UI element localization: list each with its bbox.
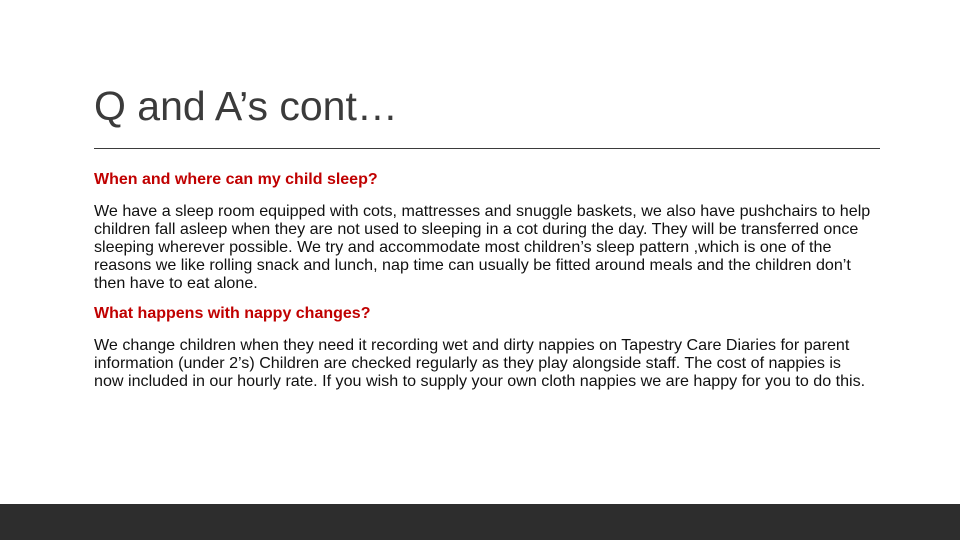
qa-content [94,169,874,401]
question-nappy: What happens with nappy changes? [94,305,371,322]
question-sleep: When and where can my child sleep? [94,171,378,188]
answer-sleep: We have a sleep room equipped with cots, mattresses and snuggle baskets, we also have pushchairs to help children fall asleep when they are not used to sleeping in a cot during the day. They will be transferred once sleeping wherever possible. We try and accommodate most children’s sleep pattern ,which is one of the reasons we like rolling snack and lunch, nap time can usually be fitted around meals and the children don’t then have to eat alone. [94,202,871,292]
slide-title: Q and A’s cont… [94,83,398,129]
footer-bar [0,504,960,540]
title-divider [94,148,880,149]
answer-nappy: We change children when they need it recording wet and dirty nappies on Tapestry Care Diaries for parent information (under 2’s) Children are checked regularly as they play alongside staff. The cost of nappies is now included in our hourly rate. If you wish to supply your own cloth nappies we are happy for you to do this. [94,336,866,390]
